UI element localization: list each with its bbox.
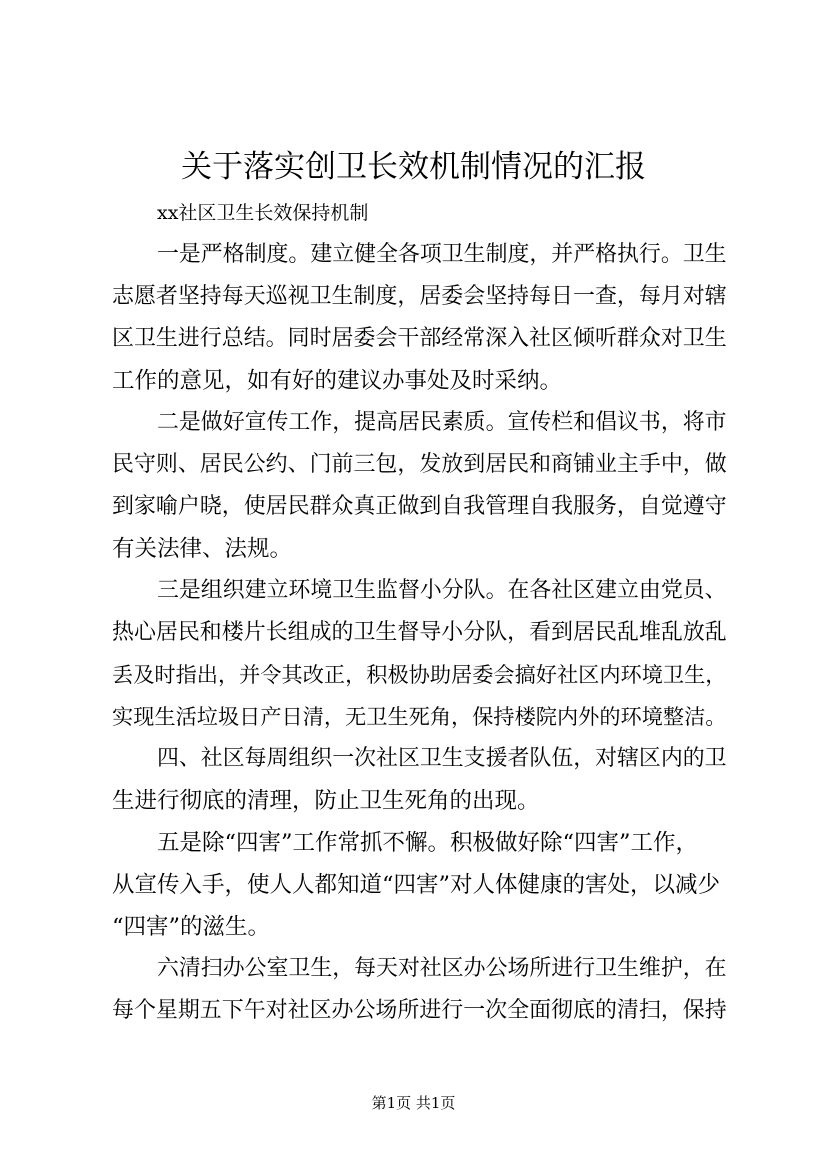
paragraph-line: 到家喻户晓，使居民群众真正做到自我管理自我服务，自觉遵守: [112, 494, 727, 519]
paragraph-line: 工作的意见，如有好的建议办事处及时采纳。: [112, 368, 563, 394]
paragraph-line: 生进行彻底的清理，防止卫生死角的出现。: [112, 788, 540, 814]
paragraph-line: 三是组织建立环境卫生监督小分队。在各社区建立由党员、: [157, 578, 727, 603]
document-subtitle: xx社区卫生长效保持机制: [157, 202, 369, 224]
paragraph-line: 五是除“四害”工作常抓不懈。积极做好除“四害”工作，: [157, 830, 699, 856]
paragraph-line: 志愿者坚持每天巡视卫生制度，居委会坚持每日一查，每月对辖: [112, 284, 727, 309]
paragraph-line: 一是严格制度。建立健全各项卫生制度，并严格执行。卫生: [157, 242, 727, 267]
paragraph-line: 四、社区每周组织一次社区卫生支援者队伍，对辖区内的卫: [157, 746, 727, 771]
paragraph-line: “四害”的滋生。: [112, 914, 271, 940]
paragraph-line: 区卫生进行总结。同时居委会干部经常深入社区倾听群众对卫生: [112, 326, 727, 351]
paragraph-line: 实现生活垃圾日产日清，无卫生死角，保持楼院内外的环境整洁。: [112, 704, 727, 729]
paragraph-line: 从宣传入手，使人人都知道“四害”对人体健康的害处，以减少: [112, 872, 721, 898]
page-number-footer: 第1页 共1页: [371, 1094, 456, 1112]
paragraph-line: 民守则、居民公约、门前三包，发放到居民和商铺业主手中，做: [112, 452, 727, 477]
paragraph-line: 丢及时指出，并令其改正，积极协助居委会搞好社区内环境卫生，: [112, 662, 727, 687]
paragraph-line: 二是做好宣传工作，提高居民素质。宣传栏和倡议书，将市: [157, 410, 727, 435]
paragraph-line: 有关法律、法规。: [112, 536, 293, 562]
paragraph-line: 六清扫办公室卫生，每天对社区办公场所进行卫生维护，在: [157, 956, 727, 981]
paragraph-line: 每个星期五下午对社区办公场所进行一次全面彻底的清扫，保持: [112, 998, 727, 1023]
document-title: 关于落实创卫长效机制情况的汇报: [181, 149, 646, 185]
paragraph-line: 热心居民和楼片长组成的卫生督导小分队，看到居民乱堆乱放乱: [112, 620, 727, 645]
